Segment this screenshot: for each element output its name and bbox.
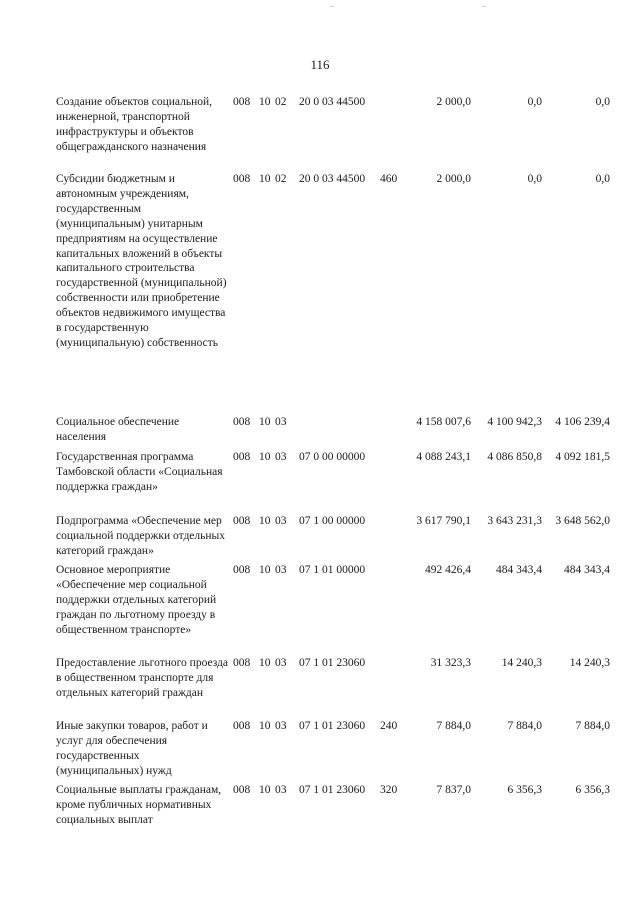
subsection-code: 03: [275, 564, 287, 576]
row-name: Создание объектов социальной, инженерной, транспортной инфраструктуры и объектов общегражданского назначения: [56, 96, 213, 153]
subsection-code: 03: [275, 416, 287, 428]
amount-year-1: 31 323,3: [430, 657, 471, 669]
amount-year-3: 6 356,3: [575, 784, 610, 796]
subsection-code: 03: [275, 451, 287, 463]
amount-year-3: 14 240,3: [569, 657, 610, 669]
admin-code: 008: [233, 784, 251, 796]
section-code: 10: [259, 784, 271, 796]
section-code: 10: [259, 96, 271, 108]
row-name: Подпрограмма «Обеспечение мер социальной поддержки отдельных категорий граждан»: [56, 515, 226, 557]
subsection-code: 03: [275, 657, 287, 669]
admin-code: 008: [233, 416, 251, 428]
amount-year-2: 4 100 942,3: [487, 416, 542, 428]
section-code: 10: [259, 657, 271, 669]
amount-year-2: 0,0: [527, 96, 542, 108]
admin-code: 008: [233, 515, 251, 527]
target-code: 07 1 01 00000: [299, 564, 366, 576]
amount-year-2: 14 240,3: [501, 657, 542, 669]
scan-artifact-line: [330, 6, 333, 7]
admin-code: 008: [233, 451, 251, 463]
admin-code: 008: [233, 720, 251, 732]
row-name: Предоставление льготного проезда в общественном транспорте для отдельных категорий граждан: [56, 657, 229, 699]
subsection-code: 02: [275, 96, 287, 108]
subsection-code: 03: [275, 784, 287, 796]
amount-year-3: 484 343,4: [564, 564, 610, 576]
target-code: 20 0 03 44500: [299, 173, 366, 185]
amount-year-3: 0,0: [595, 96, 610, 108]
amount-year-2: 6 356,3: [507, 784, 542, 796]
row-name: Основное мероприятие «Обеспечение мер социальной поддержки отдельных категорий граждан по льготному проезду в общественном транспорте»: [56, 564, 217, 636]
section-code: 10: [259, 720, 271, 732]
amount-year-1: 492 426,4: [425, 564, 471, 576]
row-name: Субсидии бюджетным и автономным учреждениям, государственным (муниципальным) унитарным предприятиям на осуществление капитальных вложений в объекты капитального строительства государственной (муниципальной) собственности или приобретение объектов недвижимого имущества в государственную (муниципальную) собственность: [56, 173, 227, 349]
subsection-code: 02: [275, 173, 287, 185]
amount-year-2: 0,0: [527, 173, 542, 185]
section-code: 10: [259, 416, 271, 428]
row-name: Иные закупки товаров, работ и услуг для обеспечения государственных (муниципальных) нужд: [56, 720, 208, 777]
target-code: 07 0 00 00000: [299, 451, 366, 463]
section-code: 10: [259, 515, 271, 527]
amount-year-3: 0,0: [595, 173, 610, 185]
admin-code: 008: [233, 96, 251, 108]
amount-year-2: 3 643 231,3: [487, 515, 542, 527]
amount-year-1: 4 088 243,1: [416, 451, 471, 463]
section-code: 10: [259, 173, 271, 185]
section-code: 10: [259, 564, 271, 576]
amount-year-3: 4 092 181,5: [555, 451, 610, 463]
subsection-code: 03: [275, 515, 287, 527]
amount-year-3: 7 884,0: [575, 720, 610, 732]
admin-code: 008: [233, 657, 251, 669]
amount-year-1: 3 617 790,1: [416, 515, 471, 527]
admin-code: 008: [233, 564, 251, 576]
target-code: 20 0 03 44500: [299, 96, 366, 108]
target-code: 07 1 01 23060: [299, 657, 366, 669]
amount-year-3: 3 648 562,0: [555, 515, 610, 527]
section-code: 10: [259, 451, 271, 463]
expense-type-code: 240: [380, 720, 398, 732]
page-number: 116: [310, 57, 330, 72]
expense-type-code: 460: [380, 173, 398, 185]
scan-artifact-line: [482, 6, 485, 7]
amount-year-3: 4 106 239,4: [555, 416, 610, 428]
subsection-code: 03: [275, 720, 287, 732]
amount-year-1: 2 000,0: [436, 96, 471, 108]
admin-code: 008: [233, 173, 251, 185]
amount-year-2: 7 884,0: [507, 720, 542, 732]
amount-year-1: 7 837,0: [436, 784, 471, 796]
amount-year-1: 2 000,0: [436, 173, 471, 185]
row-name: Государственная программа Тамбовской области «Социальная поддержка граждан»: [56, 451, 223, 493]
target-code: 07 1 01 23060: [299, 784, 366, 796]
amount-year-1: 4 158 007,6: [416, 416, 471, 428]
amount-year-1: 7 884,0: [436, 720, 471, 732]
amount-year-2: 484 343,4: [496, 564, 542, 576]
amount-year-2: 4 086 850,8: [487, 451, 542, 463]
row-name: Социальные выплаты гражданам, кроме публичных нормативных социальных выплат: [56, 784, 222, 826]
row-name: Социальное обеспечение населения: [56, 416, 180, 443]
target-code: 07 1 01 23060: [299, 720, 366, 732]
target-code: 07 1 00 00000: [299, 515, 366, 527]
expense-type-code: 320: [380, 784, 398, 796]
